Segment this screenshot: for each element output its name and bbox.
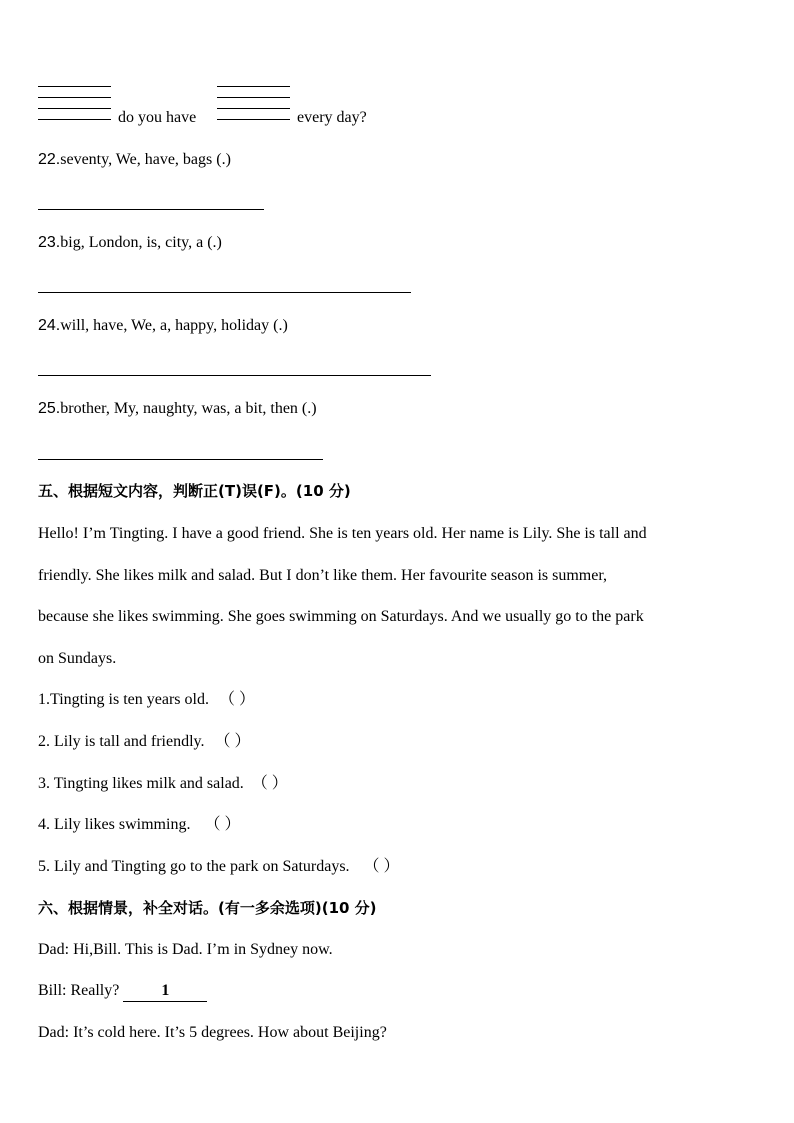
answer-paren[interactable]: （ ）	[218, 691, 255, 708]
answer-blank-1[interactable]	[123, 981, 207, 1002]
section-6-title: 六、根据情景，补全对话。(有一多余选项)(10 分)	[38, 899, 377, 917]
question-23	[38, 233, 222, 253]
passage-line-2: friendly. She likes milk and salad. But I don’t like them. Her favourite season is summer,	[38, 567, 608, 584]
passage-line-3: because she likes swimming. She goes swimming on Saturdays. And we usually go to the park	[38, 608, 644, 625]
question-22	[38, 150, 231, 170]
tf-item-2	[38, 732, 251, 752]
question-number: 25.	[38, 400, 61, 417]
answer-paren[interactable]: （ ）	[204, 816, 241, 833]
blank-stack-1	[38, 86, 111, 120]
question-25	[38, 399, 317, 419]
passage-line-4: on Sundays.	[38, 650, 117, 667]
answer-paren[interactable]: （ ）	[251, 775, 288, 792]
question-number: 24.	[38, 317, 61, 334]
tf-item-text: 1.Tingting is ten years old.	[38, 691, 209, 708]
tf-item-5	[38, 857, 400, 877]
blank-stack-2	[217, 86, 290, 120]
answer-line-23[interactable]	[38, 292, 411, 293]
answer-paren[interactable]: （ ）	[363, 858, 400, 875]
blank-number: 1	[161, 982, 170, 999]
answer-paren[interactable]: （ ）	[214, 733, 251, 750]
tf-item-text: 4. Lily likes swimming.	[38, 816, 191, 833]
answer-line-25[interactable]	[38, 459, 323, 460]
q21-middle-text: do you have	[118, 109, 197, 126]
passage-line-1: Hello! I’m Tingting. I have a good friend. She is ten years old. Her name is Lily. She is tall and	[38, 525, 647, 542]
tf-item-text: 3. Tingting likes milk and salad.	[38, 775, 244, 792]
tf-item-3	[38, 774, 288, 794]
question-text: big, London, is, city, a (.)	[60, 234, 222, 251]
answer-line-24[interactable]	[38, 375, 431, 376]
dialogue-line-3: Dad: It’s cold here. It’s 5 degrees. How about Beijing?	[38, 1024, 387, 1041]
dialogue-line-2	[38, 981, 207, 1002]
q21-end-text: every day?	[297, 109, 367, 126]
tf-item-text: 2. Lily is tall and friendly.	[38, 733, 205, 750]
question-number: 22.	[38, 151, 61, 168]
question-text: brother, My, naughty, was, a bit, then (.)	[60, 400, 317, 417]
dialogue-text: Bill: Really?	[38, 982, 124, 999]
tf-item-text: 5. Lily and Tingting go to the park on Saturdays.	[38, 858, 350, 875]
question-text: will, have, We, a, happy, holiday (.)	[60, 317, 288, 334]
tf-item-4	[38, 815, 240, 835]
question-24	[38, 316, 288, 336]
question-number: 23.	[38, 234, 61, 251]
tf-item-1	[38, 690, 255, 710]
section-5-title: 五、根据短文内容，判断正(T)误(F)。(10 分)	[38, 482, 351, 500]
answer-line-22[interactable]	[38, 209, 264, 210]
question-text: seventy, We, have, bags (.)	[60, 151, 231, 168]
dialogue-line-1: Dad: Hi,Bill. This is Dad. I’m in Sydney now.	[38, 941, 333, 958]
